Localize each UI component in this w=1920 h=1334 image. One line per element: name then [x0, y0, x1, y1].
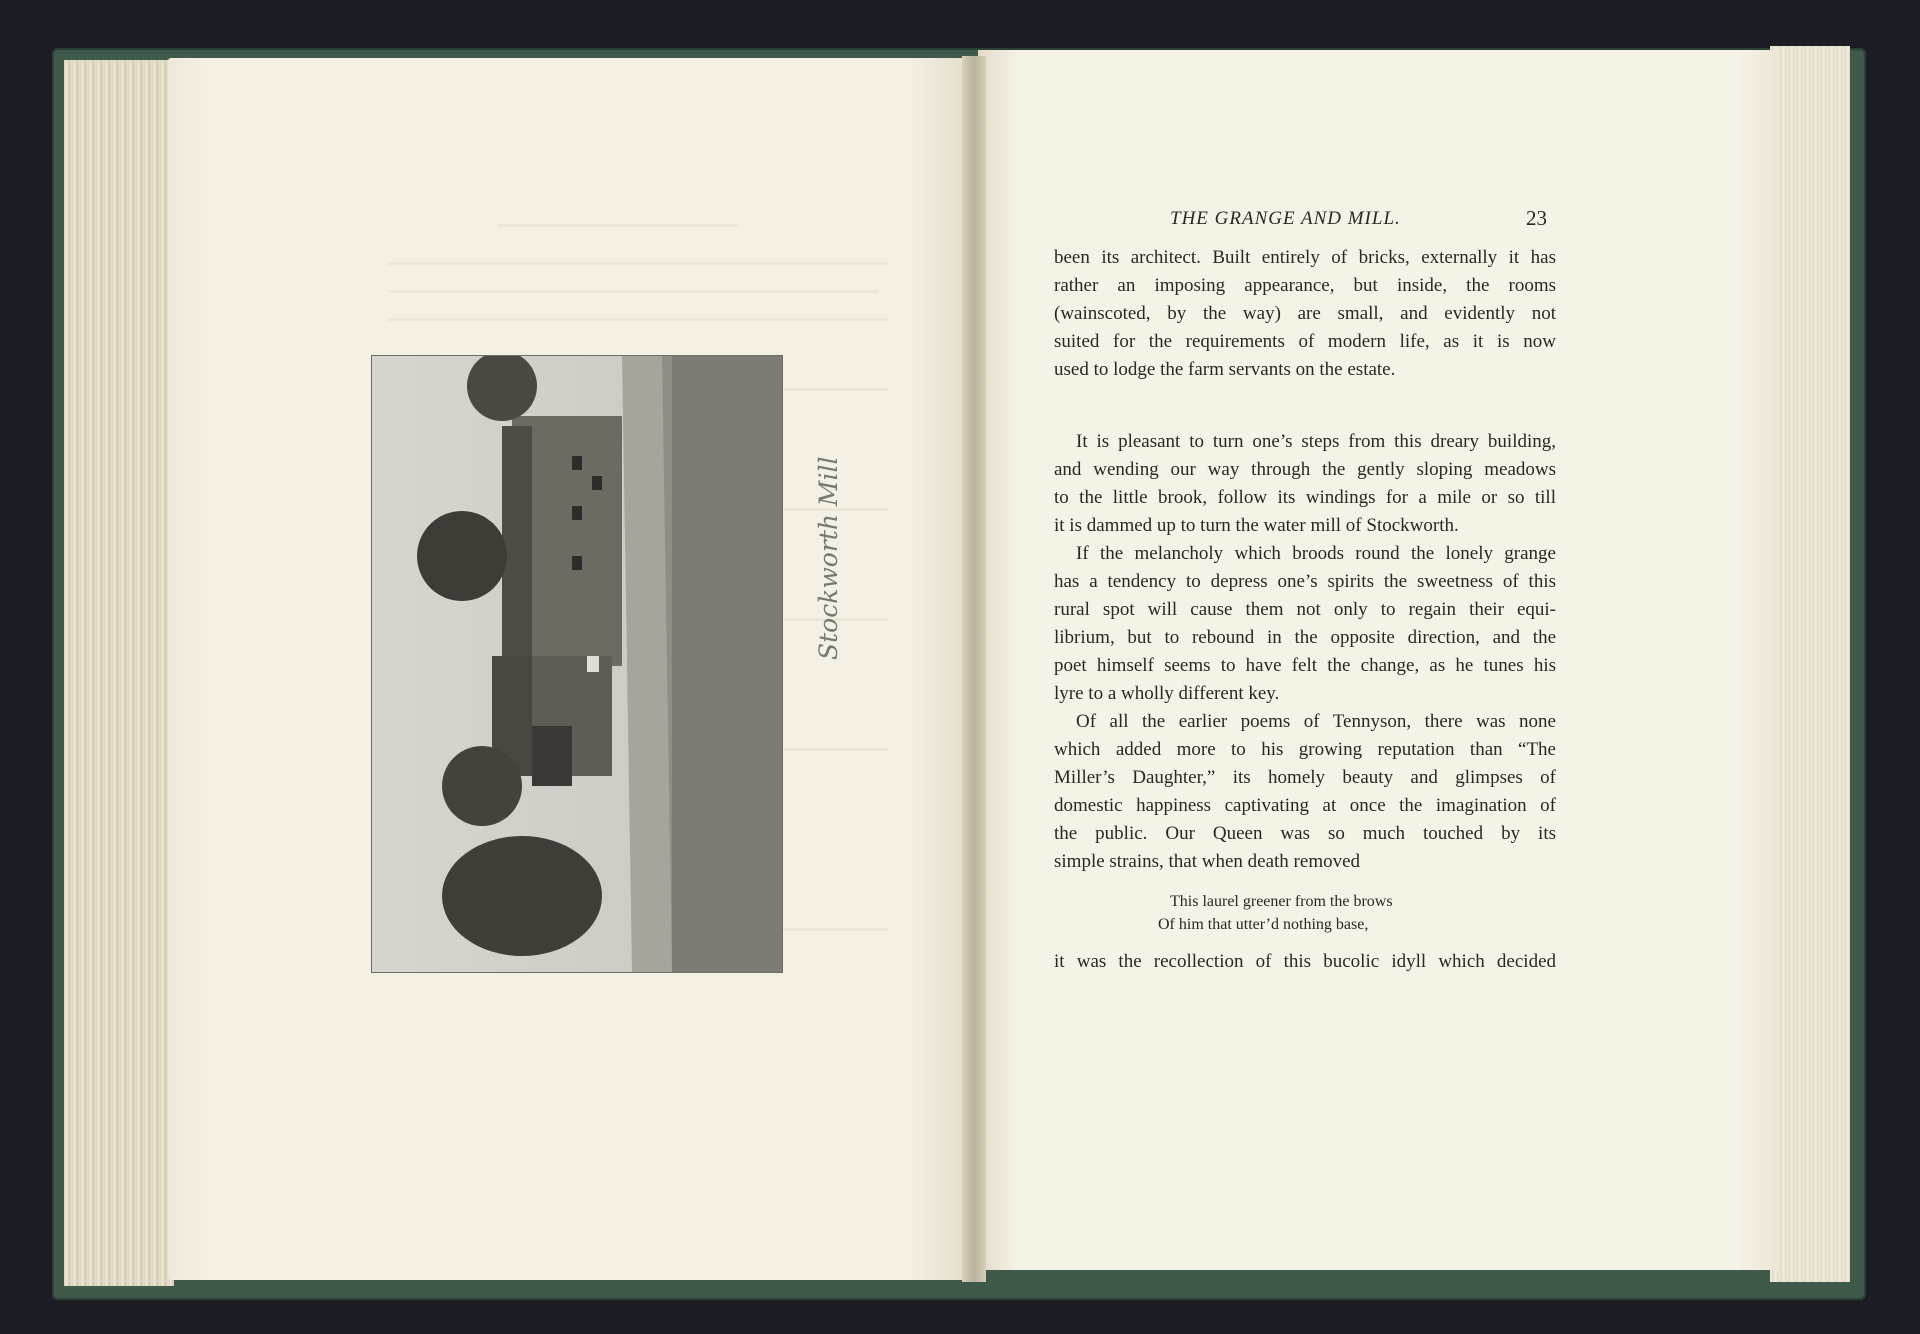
show-through-text: [768, 748, 888, 751]
text-line: to the little brook, follow its windings for a mile or so till: [1054, 487, 1556, 508]
text-line: lyre to a wholly different key.: [1054, 683, 1280, 704]
stockworth-mill-photograph: [372, 356, 782, 972]
text-line: librium, but to rebound in the opposite direction, and the: [1054, 627, 1556, 648]
text-line: been its architect. Built entirely of bricks, externally it has: [1054, 247, 1556, 268]
show-through-text: [388, 290, 878, 293]
text-line: used to lodge the farm servants on the estate.: [1054, 359, 1396, 380]
text-line: (wainscoted, by the way) are small, and evidently not: [1054, 303, 1556, 324]
text-line: suited for the requirements of modern life, as it is now: [1054, 331, 1556, 352]
show-through-text: [388, 318, 888, 321]
text-line: Of all the earlier poems of Tennyson, there was none: [1076, 711, 1556, 732]
page-number: 23: [1526, 206, 1547, 230]
text-line: domestic happiness captivating at once the imagination of: [1054, 795, 1556, 816]
quote-line: This laurel greener from the brows: [1170, 893, 1393, 910]
text-line: If the melancholy which broods round the lonely grange: [1076, 543, 1556, 564]
right-page-edges: [1770, 46, 1850, 1282]
show-through-text: [768, 388, 888, 391]
text-line: rural spot will cause them not only to regain their equi-: [1054, 599, 1556, 620]
paragraph-1: [1054, 244, 1556, 384]
poem-quotation: [1158, 890, 1393, 936]
text-line: poet himself seems to have felt the change, as he tunes his: [1054, 655, 1556, 676]
running-head: THE GRANGE AND MILL.: [1170, 208, 1401, 229]
text-line: it is dammed up to turn the water mill of Stockworth.: [1054, 515, 1459, 536]
show-through-text: [498, 224, 738, 227]
closing-paragraph: [1054, 948, 1556, 976]
paragraph-3: [1054, 540, 1556, 708]
text-line: rather an imposing appearance, but inside, the rooms: [1054, 275, 1556, 296]
text-line: it was the recollection of this bucolic idyll which decided: [1054, 951, 1556, 972]
mill-photo-illustration: [372, 356, 782, 972]
text-line: It is pleasant to turn one’s steps from this dreary building,: [1076, 431, 1556, 452]
text-line: and wending our way through the gently sloping meadows: [1054, 459, 1556, 480]
text-line: simple strains, that when death removed: [1054, 851, 1361, 872]
show-through-text: [768, 928, 888, 931]
text-line: Miller’s Daughter,” its homely beauty and glimpses of: [1054, 767, 1556, 788]
show-through-text: [388, 262, 888, 265]
paragraph-4: [1054, 708, 1556, 876]
text-line: which added more to his growing reputation than “The: [1054, 739, 1556, 760]
quote-line: Of him that utter’d nothing base,: [1158, 916, 1369, 933]
left-page-edges: [64, 60, 174, 1286]
paragraph-2: [1054, 428, 1556, 540]
text-line: has a tendency to depress one’s spirits the sweetness of this: [1054, 571, 1556, 592]
text-line: the public. Our Queen was so much touched by its: [1054, 823, 1556, 844]
book-gutter: [962, 56, 986, 1282]
plate-caption: Stockworth Mill: [814, 456, 843, 660]
